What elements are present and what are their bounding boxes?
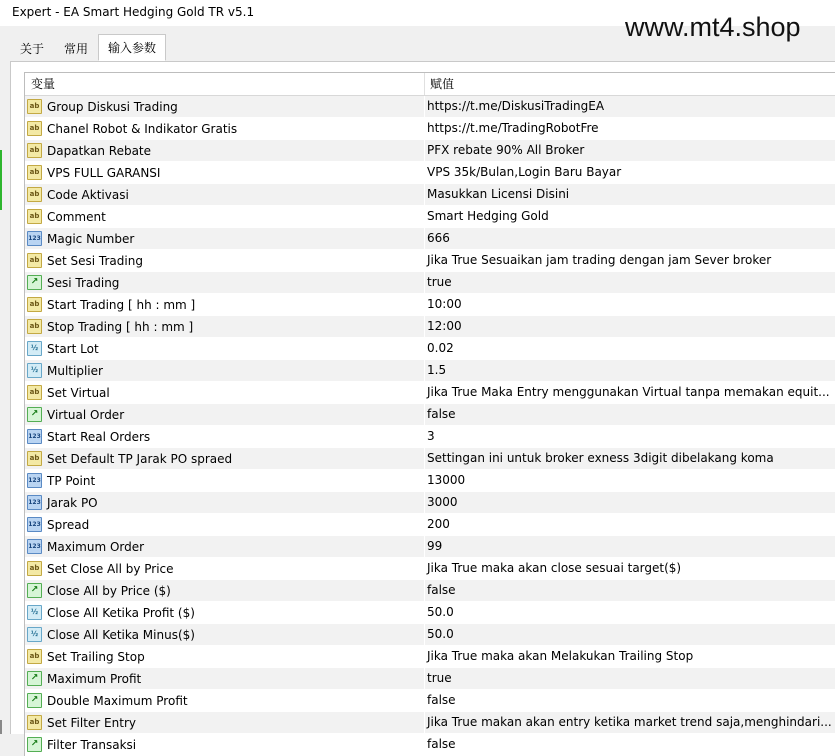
variable-name: Group Diskusi Trading xyxy=(47,99,178,114)
table-row[interactable] xyxy=(25,558,835,580)
inputs-panel xyxy=(10,61,835,752)
table-row[interactable] xyxy=(25,184,835,206)
variable-cell[interactable] xyxy=(25,382,425,403)
value-cell[interactable]: 13000 xyxy=(425,470,835,491)
value-cell[interactable]: 666 xyxy=(425,228,835,249)
value-cell[interactable]: PFX rebate 90% All Broker xyxy=(425,140,835,161)
double-type-icon: ½ xyxy=(27,341,42,356)
variable-name: Code Aktivasi xyxy=(47,187,129,202)
table-header xyxy=(25,73,835,96)
watermark-text: www.mt4.shop xyxy=(625,12,801,42)
value-cell[interactable]: Jika True Maka Entry menggunakan Virtual tanpa memakan equit... xyxy=(425,382,835,403)
string-type-icon: ab xyxy=(27,561,42,576)
integer-type-icon: 123 xyxy=(27,473,42,488)
boolean-type-icon: ↗ xyxy=(27,671,42,686)
variable-cell[interactable] xyxy=(25,294,425,315)
header-value[interactable]: 赋值 xyxy=(430,77,455,91)
value-cell[interactable]: Masukkan Licensi Disini xyxy=(425,184,835,205)
variable-cell[interactable] xyxy=(25,514,425,535)
table-body xyxy=(25,96,835,756)
table-row[interactable] xyxy=(25,580,835,602)
value-cell[interactable]: false xyxy=(425,734,835,755)
string-type-icon: ab xyxy=(27,99,42,114)
variable-cell[interactable] xyxy=(25,602,425,623)
value-cell[interactable]: false xyxy=(425,404,835,425)
left-edge-indicator xyxy=(0,150,2,210)
string-type-icon: ab xyxy=(27,385,42,400)
boolean-type-icon: ↗ xyxy=(27,693,42,708)
variable-cell[interactable] xyxy=(25,448,425,469)
variable-name: Filter Transaksi xyxy=(47,737,137,752)
table-row[interactable] xyxy=(25,448,835,470)
value-cell[interactable]: Jika True maka akan Melakukan Trailing Stop xyxy=(425,646,835,667)
string-type-icon: ab xyxy=(27,297,42,312)
variable-cell[interactable] xyxy=(25,580,425,601)
table-row[interactable] xyxy=(25,602,835,624)
table-row[interactable] xyxy=(25,382,835,404)
variable-name: Set Close All by Price xyxy=(47,561,174,576)
variable-cell[interactable] xyxy=(25,140,425,161)
boolean-type-icon: ↗ xyxy=(27,737,42,752)
variable-name: TP Point xyxy=(47,473,96,488)
table-row[interactable] xyxy=(25,624,835,646)
variable-cell[interactable] xyxy=(25,228,425,249)
table-row[interactable] xyxy=(25,646,835,668)
variable-cell[interactable] xyxy=(25,492,425,513)
integer-type-icon: 123 xyxy=(27,539,42,554)
table-row[interactable] xyxy=(25,734,835,756)
table-row[interactable] xyxy=(25,140,835,162)
variable-name: Start Real Orders xyxy=(47,429,151,444)
variable-cell[interactable] xyxy=(25,250,425,271)
variable-cell[interactable] xyxy=(25,96,425,117)
variable-cell[interactable] xyxy=(25,668,425,689)
string-type-icon: ab xyxy=(27,187,42,202)
tab-bar xyxy=(10,36,166,62)
value-cell[interactable]: 3000 xyxy=(425,492,835,513)
variable-name: VPS FULL GARANSI xyxy=(47,165,161,180)
variable-name: Stop Trading [ hh : mm ] xyxy=(47,319,194,334)
table-row[interactable] xyxy=(25,690,835,712)
parameters-table xyxy=(24,72,835,756)
variable-name: Spread xyxy=(47,517,90,532)
boolean-type-icon: ↗ xyxy=(27,407,42,422)
value-cell[interactable]: 99 xyxy=(425,536,835,557)
variable-name: Maximum Profit xyxy=(47,671,142,686)
variable-cell[interactable] xyxy=(25,470,425,491)
left-edge-scroll xyxy=(0,720,2,734)
variable-name: Maximum Order xyxy=(47,539,145,554)
string-type-icon: ab xyxy=(27,715,42,730)
variable-cell[interactable] xyxy=(25,162,425,183)
string-type-icon: ab xyxy=(27,451,42,466)
variable-name: Chanel Robot & Indikator Gratis xyxy=(47,121,238,136)
table-row[interactable] xyxy=(25,206,835,228)
variable-cell[interactable] xyxy=(25,360,425,381)
table-row[interactable] xyxy=(25,536,835,558)
boolean-type-icon: ↗ xyxy=(27,583,42,598)
table-row[interactable] xyxy=(25,492,835,514)
variable-name: Set Virtual xyxy=(47,385,110,400)
variable-name: Start Trading [ hh : mm ] xyxy=(47,297,196,312)
variable-name: Sesi Trading xyxy=(47,275,120,290)
variable-cell[interactable] xyxy=(25,404,425,425)
value-cell[interactable]: true xyxy=(425,668,835,689)
string-type-icon: ab xyxy=(27,143,42,158)
tab-inputs[interactable]: 输入参数 xyxy=(98,34,166,61)
value-cell[interactable]: Smart Hedging Gold xyxy=(425,206,835,227)
table-row[interactable] xyxy=(25,96,835,118)
table-row[interactable] xyxy=(25,294,835,316)
variable-cell[interactable] xyxy=(25,338,425,359)
double-type-icon: ½ xyxy=(27,363,42,378)
string-type-icon: ab xyxy=(27,209,42,224)
table-row[interactable] xyxy=(25,338,835,360)
value-cell[interactable]: Jika True makan akan entry ketika market trend saja,menghindari... xyxy=(425,712,835,733)
double-type-icon: ½ xyxy=(27,627,42,642)
variable-name: Start Lot xyxy=(47,341,99,356)
value-cell[interactable]: 10:00 xyxy=(425,294,835,315)
table-row[interactable] xyxy=(25,360,835,382)
value-cell[interactable]: Jika True Sesuaikan jam trading dengan jam Sever broker xyxy=(425,250,835,271)
value-cell[interactable]: https://t.me/DiskusiTradingEA xyxy=(425,96,835,117)
value-cell[interactable]: 12:00 xyxy=(425,316,835,337)
value-cell[interactable]: Jika True maka akan close sesuai target($) xyxy=(425,558,835,579)
variable-name: Close All Ketika Profit ($) xyxy=(47,605,195,620)
variable-cell[interactable] xyxy=(25,316,425,337)
variable-cell[interactable] xyxy=(25,734,425,755)
variable-name: Close All Ketika Minus($) xyxy=(47,627,195,642)
variable-name: Jarak PO xyxy=(47,495,98,510)
variable-name: Set Filter Entry xyxy=(47,715,136,730)
table-row[interactable] xyxy=(25,470,835,492)
double-type-icon: ½ xyxy=(27,605,42,620)
window-title: Expert - EA Smart Hedging Gold TR v5.1 xyxy=(12,5,255,19)
string-type-icon: ab xyxy=(27,649,42,664)
table-row[interactable] xyxy=(25,426,835,448)
string-type-icon: ab xyxy=(27,253,42,268)
table-row[interactable] xyxy=(25,712,835,734)
variable-cell[interactable] xyxy=(25,206,425,227)
table-row[interactable] xyxy=(25,316,835,338)
variable-cell[interactable] xyxy=(25,184,425,205)
table-row[interactable] xyxy=(25,514,835,536)
string-type-icon: ab xyxy=(27,319,42,334)
variable-cell[interactable] xyxy=(25,712,425,733)
variable-name: Set Sesi Trading xyxy=(47,253,143,268)
variable-cell[interactable] xyxy=(25,426,425,447)
variable-cell[interactable] xyxy=(25,118,425,139)
value-cell[interactable]: 0.02 xyxy=(425,338,835,359)
variable-cell[interactable] xyxy=(25,558,425,579)
value-cell[interactable]: Settingan ini untuk broker exness 3digit dibelakang koma xyxy=(425,448,835,469)
value-cell[interactable]: false xyxy=(425,690,835,711)
string-type-icon: ab xyxy=(27,165,42,180)
table-row[interactable] xyxy=(25,668,835,690)
integer-type-icon: 123 xyxy=(27,429,42,444)
value-cell[interactable]: 200 xyxy=(425,514,835,535)
table-row[interactable] xyxy=(25,250,835,272)
variable-cell[interactable] xyxy=(25,536,425,557)
table-row[interactable] xyxy=(25,118,835,140)
variable-name: Set Default TP Jarak PO spraed xyxy=(47,451,233,466)
string-type-icon: ab xyxy=(27,121,42,136)
value-cell[interactable]: false xyxy=(425,580,835,601)
variable-name: Comment xyxy=(47,209,106,224)
variable-name: Multiplier xyxy=(47,363,103,378)
variable-name: Double Maximum Profit xyxy=(47,693,188,708)
integer-type-icon: 123 xyxy=(27,517,42,532)
variable-name: Virtual Order xyxy=(47,407,125,422)
variable-cell[interactable] xyxy=(25,690,425,711)
variable-cell[interactable] xyxy=(25,646,425,667)
value-cell[interactable]: 1.5 xyxy=(425,360,835,381)
variable-cell[interactable] xyxy=(25,624,425,645)
header-variable[interactable]: 变量 xyxy=(25,73,425,95)
variable-name: Magic Number xyxy=(47,231,135,246)
value-cell[interactable]: 3 xyxy=(425,426,835,447)
value-cell[interactable]: VPS 35k/Bulan,Login Baru Bayar xyxy=(425,162,835,183)
table-row[interactable] xyxy=(25,272,835,294)
variable-name: Set Trailing Stop xyxy=(47,649,145,664)
boolean-type-icon: ↗ xyxy=(27,275,42,290)
table-row[interactable] xyxy=(25,228,835,250)
value-cell[interactable]: true xyxy=(425,272,835,293)
tab-about[interactable]: 关于 xyxy=(20,42,45,56)
integer-type-icon: 123 xyxy=(27,231,42,246)
integer-type-icon: 123 xyxy=(27,495,42,510)
variable-cell[interactable] xyxy=(25,272,425,293)
value-cell[interactable]: 50.0 xyxy=(425,602,835,623)
variable-name: Dapatkan Rebate xyxy=(47,143,152,158)
table-row[interactable] xyxy=(25,404,835,426)
value-cell[interactable]: https://t.me/TradingRobotFre xyxy=(425,118,835,139)
tab-common[interactable]: 常用 xyxy=(64,42,89,56)
value-cell[interactable]: 50.0 xyxy=(425,624,835,645)
table-row[interactable] xyxy=(25,162,835,184)
variable-name: Close All by Price ($) xyxy=(47,583,171,598)
